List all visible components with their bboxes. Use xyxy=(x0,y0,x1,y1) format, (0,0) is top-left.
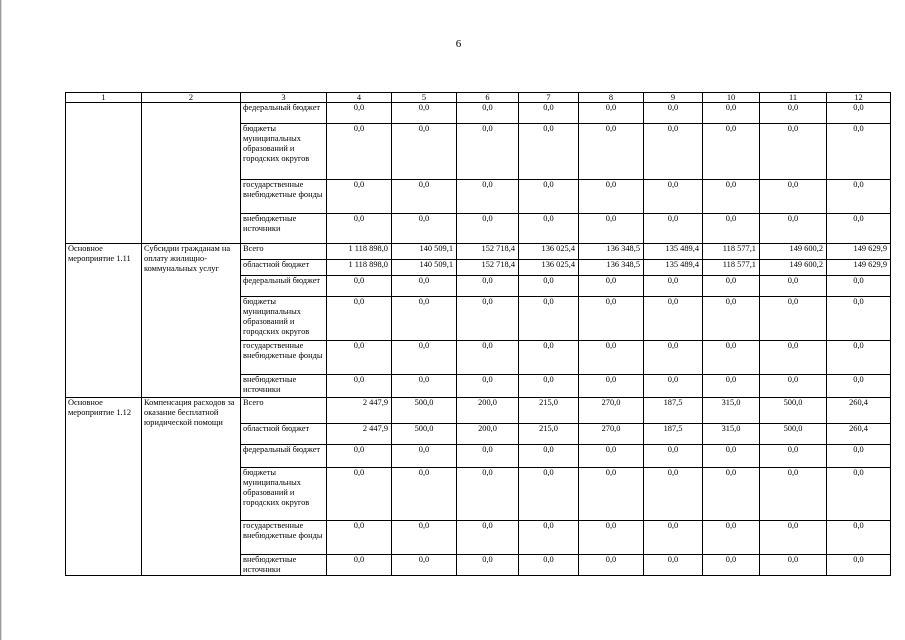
value-cell: 0,0 xyxy=(703,124,760,180)
value-cell: 0,0 xyxy=(703,521,760,555)
value-cell: 0,0 xyxy=(644,445,703,468)
value-cell: 0,0 xyxy=(519,103,579,124)
value-cell: 140 509,1 xyxy=(392,260,457,276)
funding-source-label: государственные внебюджетные фонды xyxy=(241,341,327,375)
value-cell: 0,0 xyxy=(827,445,891,468)
value-cell: 0,0 xyxy=(579,445,644,468)
value-cell: 0,0 xyxy=(327,341,392,375)
value-cell: 200,0 xyxy=(457,398,519,424)
budget-table xyxy=(65,92,891,576)
value-cell: 0,0 xyxy=(457,180,519,214)
value-cell: 0,0 xyxy=(827,297,891,341)
value-cell: 0,0 xyxy=(457,103,519,124)
value-cell: 0,0 xyxy=(327,375,392,398)
funding-source-label: бюджеты муниципальных образований и городских округов xyxy=(241,297,327,341)
page-edge-shadow xyxy=(1,0,2,640)
value-cell: 0,0 xyxy=(392,180,457,214)
funding-source-label: государственные внебюджетные фонды xyxy=(241,180,327,214)
value-cell: 0,0 xyxy=(644,297,703,341)
value-cell: 0,0 xyxy=(827,468,891,521)
value-cell: 0,0 xyxy=(579,297,644,341)
value-cell: 0,0 xyxy=(392,103,457,124)
funding-source-label: федеральный бюджет xyxy=(241,445,327,468)
value-cell: 0,0 xyxy=(457,468,519,521)
funding-source-label: бюджеты муниципальных образований и городских округов xyxy=(241,124,327,180)
value-cell: 0,0 xyxy=(703,214,760,244)
value-cell: 0,0 xyxy=(519,276,579,297)
value-cell: 135 489,4 xyxy=(644,244,703,260)
value-cell: 136 025,4 xyxy=(519,260,579,276)
col-header: 1 xyxy=(66,93,142,103)
value-cell: 0,0 xyxy=(327,124,392,180)
funding-source-label: федеральный бюджет xyxy=(241,276,327,297)
value-cell: 0,0 xyxy=(644,521,703,555)
funding-source-label: областной бюджет xyxy=(241,260,327,276)
value-cell: 215,0 xyxy=(519,398,579,424)
value-cell: 0,0 xyxy=(760,341,827,375)
value-cell: 0,0 xyxy=(703,103,760,124)
value-cell: 0,0 xyxy=(579,555,644,576)
value-cell: 136 025,4 xyxy=(519,244,579,260)
value-cell: 0,0 xyxy=(827,103,891,124)
value-cell: 200,0 xyxy=(457,424,519,445)
value-cell: 0,0 xyxy=(579,341,644,375)
value-cell: 0,0 xyxy=(519,555,579,576)
value-cell: 149 600,2 xyxy=(760,244,827,260)
funding-source-label: Всего xyxy=(241,244,327,260)
value-cell: 0,0 xyxy=(760,103,827,124)
value-cell: 0,0 xyxy=(703,445,760,468)
table-row xyxy=(66,244,891,260)
value-cell: 0,0 xyxy=(392,341,457,375)
value-cell: 0,0 xyxy=(644,341,703,375)
value-cell: 0,0 xyxy=(644,214,703,244)
col-header: 8 xyxy=(579,93,644,103)
value-cell: 0,0 xyxy=(392,214,457,244)
value-cell: 0,0 xyxy=(392,445,457,468)
value-cell: 135 489,4 xyxy=(644,260,703,276)
value-cell: 0,0 xyxy=(457,214,519,244)
event-cell xyxy=(66,103,142,244)
value-cell: 0,0 xyxy=(703,180,760,214)
col-header: 10 xyxy=(703,93,760,103)
value-cell: 0,0 xyxy=(579,375,644,398)
event-name-cell xyxy=(142,103,241,244)
value-cell: 0,0 xyxy=(827,341,891,375)
value-cell: 500,0 xyxy=(392,398,457,424)
value-cell: 136 348,5 xyxy=(579,244,644,260)
value-cell: 0,0 xyxy=(703,341,760,375)
value-cell: 260,4 xyxy=(827,398,891,424)
value-cell: 118 577,1 xyxy=(703,244,760,260)
value-cell: 315,0 xyxy=(703,424,760,445)
header-row xyxy=(66,93,891,103)
value-cell: 0,0 xyxy=(457,555,519,576)
value-cell: 149 600,2 xyxy=(760,260,827,276)
value-cell: 0,0 xyxy=(327,103,392,124)
funding-source-label: внебюджетные источники xyxy=(241,214,327,244)
funding-source-label: государственные внебюджетные фонды xyxy=(241,521,327,555)
value-cell: 0,0 xyxy=(760,375,827,398)
value-cell: 0,0 xyxy=(827,276,891,297)
table-row xyxy=(66,103,891,124)
value-cell: 0,0 xyxy=(827,180,891,214)
col-header: 2 xyxy=(142,93,241,103)
value-cell: 0,0 xyxy=(519,445,579,468)
value-cell: 0,0 xyxy=(392,468,457,521)
event-cell: Основное мероприятие 1.11 xyxy=(66,244,142,398)
value-cell: 0,0 xyxy=(760,214,827,244)
event-cell: Основное мероприятие 1.12 xyxy=(66,398,142,576)
value-cell: 149 629,9 xyxy=(827,260,891,276)
value-cell: 140 509,1 xyxy=(392,244,457,260)
value-cell: 0,0 xyxy=(579,180,644,214)
value-cell: 0,0 xyxy=(703,555,760,576)
value-cell: 0,0 xyxy=(392,276,457,297)
value-cell: 0,0 xyxy=(327,214,392,244)
value-cell: 0,0 xyxy=(827,555,891,576)
value-cell: 0,0 xyxy=(327,521,392,555)
value-cell: 0,0 xyxy=(760,555,827,576)
value-cell: 0,0 xyxy=(392,375,457,398)
value-cell: 187,5 xyxy=(644,424,703,445)
value-cell: 0,0 xyxy=(519,214,579,244)
col-header: 5 xyxy=(392,93,457,103)
funding-source-label: федеральный бюджет xyxy=(241,103,327,124)
funding-source-label: внебюджетные источники xyxy=(241,375,327,398)
value-cell: 0,0 xyxy=(579,124,644,180)
value-cell: 0,0 xyxy=(457,124,519,180)
value-cell: 0,0 xyxy=(392,555,457,576)
value-cell: 0,0 xyxy=(703,468,760,521)
value-cell: 270,0 xyxy=(579,398,644,424)
value-cell: 1 118 898,0 xyxy=(327,260,392,276)
value-cell: 0,0 xyxy=(457,445,519,468)
value-cell: 0,0 xyxy=(392,297,457,341)
value-cell: 0,0 xyxy=(760,180,827,214)
event-name-cell: Субсидии гражданам на оплату жилищно-коммунальных услуг xyxy=(142,244,241,398)
value-cell: 0,0 xyxy=(760,276,827,297)
value-cell: 2 447,9 xyxy=(327,424,392,445)
table-row xyxy=(66,398,891,424)
value-cell: 0,0 xyxy=(327,180,392,214)
value-cell: 0,0 xyxy=(827,214,891,244)
value-cell: 500,0 xyxy=(760,424,827,445)
value-cell: 0,0 xyxy=(519,297,579,341)
value-cell: 0,0 xyxy=(457,276,519,297)
value-cell: 152 718,4 xyxy=(457,260,519,276)
value-cell: 0,0 xyxy=(760,124,827,180)
value-cell: 0,0 xyxy=(327,297,392,341)
value-cell: 0,0 xyxy=(760,521,827,555)
value-cell: 0,0 xyxy=(760,468,827,521)
col-header: 7 xyxy=(519,93,579,103)
value-cell: 0,0 xyxy=(703,375,760,398)
value-cell: 0,0 xyxy=(519,521,579,555)
col-header: 3 xyxy=(241,93,327,103)
value-cell: 2 447,9 xyxy=(327,398,392,424)
value-cell: 0,0 xyxy=(392,124,457,180)
value-cell: 118 577,1 xyxy=(703,260,760,276)
value-cell: 500,0 xyxy=(760,398,827,424)
value-cell: 315,0 xyxy=(703,398,760,424)
value-cell: 0,0 xyxy=(644,103,703,124)
value-cell: 0,0 xyxy=(457,341,519,375)
value-cell: 0,0 xyxy=(519,124,579,180)
value-cell: 136 348,5 xyxy=(579,260,644,276)
funding-source-label: Всего xyxy=(241,398,327,424)
value-cell: 0,0 xyxy=(327,555,392,576)
value-cell: 270,0 xyxy=(579,424,644,445)
value-cell: 149 629,9 xyxy=(827,244,891,260)
value-cell: 0,0 xyxy=(457,375,519,398)
value-cell: 0,0 xyxy=(760,297,827,341)
value-cell: 0,0 xyxy=(519,375,579,398)
value-cell: 0,0 xyxy=(579,468,644,521)
value-cell: 260,4 xyxy=(827,424,891,445)
value-cell: 0,0 xyxy=(327,445,392,468)
value-cell: 500,0 xyxy=(392,424,457,445)
value-cell: 0,0 xyxy=(392,521,457,555)
value-cell: 0,0 xyxy=(827,375,891,398)
value-cell: 0,0 xyxy=(579,214,644,244)
funding-source-label: областной бюджет xyxy=(241,424,327,445)
value-cell: 0,0 xyxy=(644,180,703,214)
value-cell: 0,0 xyxy=(519,341,579,375)
value-cell: 0,0 xyxy=(703,276,760,297)
col-header: 12 xyxy=(827,93,891,103)
value-cell: 0,0 xyxy=(644,555,703,576)
col-header: 9 xyxy=(644,93,703,103)
table-body xyxy=(66,103,891,576)
funding-source-label: внебюджетные источники xyxy=(241,555,327,576)
funding-source-label: бюджеты муниципальных образований и городских округов xyxy=(241,468,327,521)
value-cell: 0,0 xyxy=(760,445,827,468)
col-header: 11 xyxy=(760,93,827,103)
value-cell: 152 718,4 xyxy=(457,244,519,260)
value-cell: 0,0 xyxy=(457,297,519,341)
value-cell: 0,0 xyxy=(703,297,760,341)
value-cell: 0,0 xyxy=(579,103,644,124)
event-name-cell: Компенсация расходов за оказание бесплатной юридической помощи xyxy=(142,398,241,576)
col-header: 6 xyxy=(457,93,519,103)
value-cell: 0,0 xyxy=(644,124,703,180)
value-cell: 215,0 xyxy=(519,424,579,445)
value-cell: 187,5 xyxy=(644,398,703,424)
value-cell: 0,0 xyxy=(644,276,703,297)
value-cell: 0,0 xyxy=(827,521,891,555)
value-cell: 0,0 xyxy=(579,521,644,555)
value-cell: 0,0 xyxy=(457,521,519,555)
value-cell: 1 118 898,0 xyxy=(327,244,392,260)
value-cell: 0,0 xyxy=(579,276,644,297)
value-cell: 0,0 xyxy=(827,124,891,180)
value-cell: 0,0 xyxy=(644,375,703,398)
col-header: 4 xyxy=(327,93,392,103)
value-cell: 0,0 xyxy=(519,180,579,214)
value-cell: 0,0 xyxy=(327,276,392,297)
value-cell: 0,0 xyxy=(327,468,392,521)
page-number: 6 xyxy=(455,38,462,50)
value-cell: 0,0 xyxy=(519,468,579,521)
value-cell: 0,0 xyxy=(644,468,703,521)
